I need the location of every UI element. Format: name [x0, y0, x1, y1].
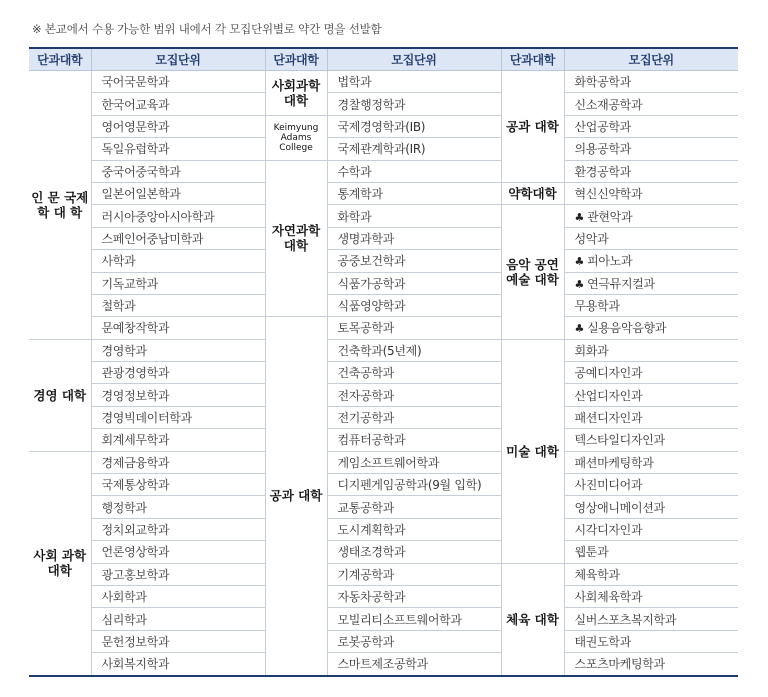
unit-cell — [91, 250, 265, 272]
unit-label: 무용학과 — [574, 299, 620, 314]
header-unit: 모집단위 — [91, 48, 265, 71]
unit-label: 도시계획학과 — [337, 523, 406, 537]
college-cell: 약학대학 — [501, 182, 564, 204]
unit-label: 중국어중국학과 — [101, 164, 181, 179]
table-row — [29, 429, 738, 451]
unit-cell — [327, 71, 501, 93]
unit-cell — [564, 182, 738, 204]
unit-cell — [91, 541, 265, 563]
unit-cell — [564, 317, 738, 339]
unit-label: 경영정보학과 — [101, 388, 170, 403]
unit-label: 수학과 — [337, 164, 372, 179]
unit-label: 사학과 — [101, 254, 136, 269]
unit-cell — [564, 138, 738, 160]
unit-label: 전자공학과 — [337, 388, 394, 403]
unit-label: 국제경영학과(IB) — [337, 119, 426, 134]
club-icon: ♣ — [574, 277, 585, 291]
club-icon: ♣ — [574, 255, 585, 269]
college-cell: 사회 과학 대학 — [29, 451, 91, 675]
table-row — [29, 384, 738, 406]
table-row — [29, 272, 738, 294]
table-row — [29, 451, 738, 473]
unit-label: 스페인어중남미학과 — [101, 231, 204, 246]
header-college: 단과대학 — [501, 48, 564, 71]
unit-cell — [564, 384, 738, 406]
unit-label: 영상애니메이션과 — [574, 500, 665, 515]
table-row — [29, 563, 738, 585]
unit-cell — [327, 339, 501, 361]
header-row — [29, 48, 738, 71]
table-row — [29, 160, 738, 182]
table-row — [29, 518, 738, 540]
unit-label: 회계세무학과 — [101, 433, 170, 448]
unit-label: 사회학과 — [101, 590, 147, 605]
unit-label: 독일유럽학과 — [101, 142, 170, 157]
unit-label: 심리학과 — [101, 612, 147, 627]
header-unit: 모집단위 — [327, 48, 501, 71]
unit-cell — [327, 138, 501, 160]
unit-cell — [327, 474, 501, 496]
unit-label: 건축공학과 — [337, 366, 394, 381]
unit-label: 생태조경학과 — [337, 545, 406, 560]
header-unit: 모집단위 — [564, 48, 738, 71]
unit-label: 교통공학과 — [337, 500, 394, 515]
unit-cell — [327, 182, 501, 204]
unit-cell — [327, 250, 501, 272]
unit-cell — [564, 71, 738, 93]
unit-cell — [91, 272, 265, 294]
unit-label: 생명과학과 — [337, 231, 394, 246]
header-college: 단과대학 — [29, 48, 91, 71]
unit-label: 체육학과 — [574, 567, 620, 582]
unit-label: 패션디자인과 — [574, 411, 643, 426]
unit-cell — [564, 406, 738, 428]
table-row — [29, 653, 738, 676]
unit-label: 실버스포츠복지학과 — [574, 612, 677, 627]
unit-cell — [91, 518, 265, 540]
unit-label: 전기공학과 — [337, 411, 394, 426]
unit-label: 광고홍보학과 — [101, 567, 170, 582]
header-college: 단과대학 — [265, 48, 327, 71]
unit-cell — [564, 227, 738, 249]
unit-cell — [91, 429, 265, 451]
unit-cell — [327, 429, 501, 451]
unit-cell — [327, 451, 501, 473]
unit-label: 신소재공학과 — [574, 97, 643, 112]
table-row — [29, 205, 738, 227]
table-row — [29, 71, 738, 93]
unit-label: 사회체육학과 — [574, 590, 643, 605]
unit-cell — [564, 653, 738, 676]
unit-label: 게임소프트웨어학과 — [337, 455, 440, 470]
unit-label: 경제금융학과 — [101, 455, 170, 470]
unit-label: 사회복지학과 — [101, 657, 170, 672]
unit-label: 공예디자인과 — [574, 366, 643, 381]
unit-cell — [91, 182, 265, 204]
table-row — [29, 541, 738, 563]
college-cell: 체육 대학 — [501, 563, 564, 675]
unit-cell — [327, 160, 501, 182]
table-row — [29, 585, 738, 607]
unit-cell — [91, 115, 265, 137]
table-row — [29, 406, 738, 428]
table-row — [29, 115, 738, 137]
unit-cell — [564, 585, 738, 607]
unit-cell — [327, 294, 501, 316]
unit-label: 의용공학과 — [574, 142, 631, 157]
unit-cell — [91, 205, 265, 227]
unit-label: 연극뮤지컬과 — [587, 276, 655, 291]
unit-label: 디지펜게임공학과(9월 입학) — [337, 478, 482, 493]
unit-cell — [91, 474, 265, 496]
unit-label: 러시아중앙아시아학과 — [101, 209, 215, 224]
admission-note: ※ 본교에서 수용 가능한 범위 내에서 각 모집단위별로 약간 명을 선발함 — [32, 22, 382, 36]
unit-cell — [327, 518, 501, 540]
unit-cell — [327, 205, 501, 227]
table-row — [29, 608, 738, 630]
unit-cell — [564, 250, 738, 272]
college-cell: 미술 대학 — [501, 339, 564, 563]
unit-label: 언론영상학과 — [101, 545, 170, 560]
unit-cell — [327, 362, 501, 384]
college-cell: 공과 대학 — [501, 71, 564, 183]
unit-cell — [91, 227, 265, 249]
unit-cell — [564, 518, 738, 540]
table-body — [29, 71, 738, 676]
unit-label: 기독교학과 — [101, 276, 158, 291]
unit-cell — [327, 496, 501, 518]
unit-cell — [327, 406, 501, 428]
unit-cell — [91, 71, 265, 93]
table-row — [29, 294, 738, 316]
unit-cell — [564, 115, 738, 137]
unit-label: 스마트제조공학과 — [337, 657, 428, 672]
unit-label: 정치외교학과 — [101, 523, 170, 537]
unit-label: 문헌정보학과 — [101, 634, 170, 649]
college-cell: Keimyung Adams College — [265, 115, 327, 160]
unit-label: 산업공학과 — [574, 119, 631, 134]
unit-cell — [327, 272, 501, 294]
unit-cell — [91, 406, 265, 428]
unit-cell — [91, 317, 265, 339]
unit-label: 국제관계학과(IR) — [337, 142, 426, 157]
unit-cell — [327, 227, 501, 249]
unit-label: 식품가공학과 — [337, 276, 406, 291]
unit-label: 피아노과 — [587, 254, 633, 269]
unit-cell — [91, 653, 265, 676]
unit-label: 모빌리티소프트웨어학과 — [337, 612, 462, 627]
unit-cell — [564, 339, 738, 361]
unit-label: 경영빅데이터학과 — [101, 411, 192, 426]
unit-cell — [327, 541, 501, 563]
unit-cell — [564, 294, 738, 316]
unit-label: 시각디자인과 — [574, 523, 643, 537]
unit-label: 영어영문학과 — [101, 119, 170, 134]
college-cell: 사회과학 대학 — [265, 71, 327, 116]
unit-cell — [564, 429, 738, 451]
unit-cell — [564, 474, 738, 496]
unit-cell — [564, 93, 738, 115]
unit-label: 화학공학과 — [574, 75, 631, 90]
unit-cell — [564, 272, 738, 294]
unit-label: 웹툰과 — [574, 545, 609, 560]
unit-cell — [91, 451, 265, 473]
club-icon: ♣ — [574, 210, 585, 224]
unit-label: 회화과 — [574, 343, 609, 358]
table-row — [29, 496, 738, 518]
unit-label: 경찰행정학과 — [337, 97, 406, 112]
unit-label: 패션마케팅학과 — [574, 455, 654, 470]
unit-cell — [327, 608, 501, 630]
unit-cell — [91, 160, 265, 182]
unit-label: 실용음악음향과 — [587, 321, 667, 336]
table-row — [29, 474, 738, 496]
unit-cell — [91, 384, 265, 406]
unit-label: 철학과 — [101, 299, 136, 314]
unit-cell — [327, 630, 501, 652]
unit-cell — [327, 563, 501, 585]
unit-label: 로봇공학과 — [337, 634, 394, 649]
unit-cell — [564, 608, 738, 630]
unit-cell — [564, 496, 738, 518]
unit-cell — [327, 115, 501, 137]
unit-label: 행정학과 — [101, 500, 147, 515]
unit-cell — [564, 451, 738, 473]
unit-cell — [91, 585, 265, 607]
table-row — [29, 317, 738, 339]
college-cell: 인 문 국제학 대 학 — [29, 71, 91, 340]
college-cell: 자연과학 대학 — [265, 160, 327, 317]
unit-label: 일본어일본학과 — [101, 187, 181, 202]
unit-label: 성악과 — [574, 231, 609, 246]
unit-cell — [564, 563, 738, 585]
unit-cell — [91, 362, 265, 384]
college-cell: 경영 대학 — [29, 339, 91, 451]
unit-label: 경영학과 — [101, 343, 147, 358]
unit-cell — [91, 630, 265, 652]
unit-label: 통계학과 — [337, 187, 383, 202]
unit-label: 토목공학과 — [337, 321, 394, 336]
college-cell: 음악 공연 예술 대학 — [501, 205, 564, 339]
unit-label: 스포츠마케팅학과 — [574, 657, 665, 672]
college-cell: 공과 대학 — [265, 317, 327, 676]
unit-cell — [91, 608, 265, 630]
unit-cell — [564, 160, 738, 182]
unit-cell — [91, 339, 265, 361]
table-row — [29, 362, 738, 384]
table-row — [29, 93, 738, 115]
table-row — [29, 182, 738, 204]
unit-cell — [564, 362, 738, 384]
unit-cell — [327, 317, 501, 339]
unit-label: 관현악과 — [587, 209, 633, 224]
unit-label: 혁신신약학과 — [574, 187, 643, 202]
unit-label: 컴퓨터공학과 — [337, 433, 406, 448]
unit-label: 국제통상학과 — [101, 478, 170, 493]
unit-label: 한국어교육과 — [101, 97, 170, 112]
unit-cell — [91, 294, 265, 316]
table-row — [29, 339, 738, 361]
unit-label: 법학과 — [337, 75, 372, 90]
club-icon: ♣ — [574, 322, 585, 336]
unit-label: 자동차공학과 — [337, 590, 406, 605]
unit-label: 텍스타일디자인과 — [574, 433, 665, 448]
unit-cell — [564, 630, 738, 652]
unit-label: 태권도학과 — [574, 634, 631, 649]
unit-label: 사진미디어과 — [574, 478, 643, 493]
unit-cell — [91, 496, 265, 518]
unit-cell — [327, 585, 501, 607]
unit-label: 공중보건학과 — [337, 254, 406, 269]
unit-label: 식품영양학과 — [337, 299, 406, 314]
unit-cell — [327, 653, 501, 676]
unit-label: 국어국문학과 — [101, 75, 170, 90]
unit-cell — [564, 541, 738, 563]
unit-cell — [564, 205, 738, 227]
unit-label: 화학과 — [337, 209, 372, 224]
table-row — [29, 630, 738, 652]
unit-label: 문예창작학과 — [101, 321, 170, 336]
unit-cell — [327, 384, 501, 406]
table-row — [29, 227, 738, 249]
unit-cell — [91, 138, 265, 160]
unit-label: 기계공학과 — [337, 567, 394, 582]
unit-cell — [327, 93, 501, 115]
admission-units-table — [29, 47, 738, 677]
table-row — [29, 138, 738, 160]
unit-label: 건축학과(5년제) — [337, 343, 422, 358]
table-row — [29, 250, 738, 272]
unit-cell — [91, 563, 265, 585]
unit-label: 산업디자인과 — [574, 388, 643, 403]
unit-label: 관광경영학과 — [101, 366, 170, 381]
unit-label: 환경공학과 — [574, 164, 631, 179]
unit-cell — [91, 93, 265, 115]
